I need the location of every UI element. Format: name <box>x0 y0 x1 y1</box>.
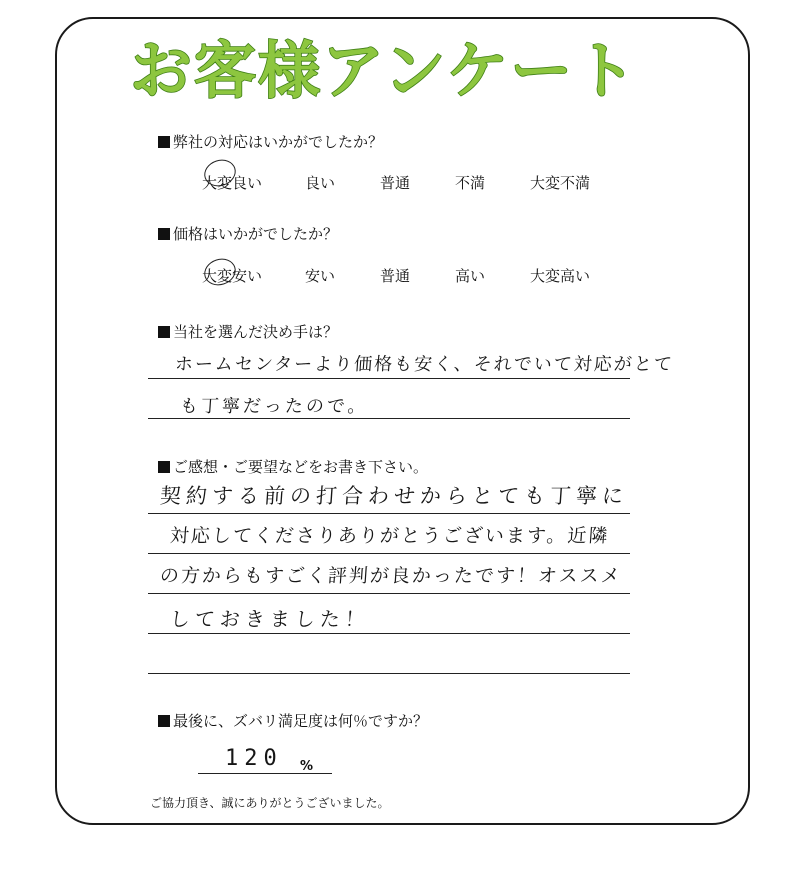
question-2-options <box>150 265 620 289</box>
q4-answer-line-4: しておきました！ <box>169 607 371 631</box>
square-bullet-icon <box>158 228 170 240</box>
question-5 <box>158 710 428 731</box>
q2-option-3[interactable]: 普通 <box>380 267 411 285</box>
q1-option-5[interactable]: 大変不満 <box>530 174 591 192</box>
q2-option-2[interactable]: 安い <box>305 267 336 285</box>
square-bullet-icon <box>158 461 170 473</box>
question-2-label: 価格はいかがでしたか？ <box>173 225 339 243</box>
q1-option-2[interactable]: 良い <box>305 174 336 192</box>
question-5-label: 最後に、ズバリ満足度は何％ですか？ <box>173 712 429 730</box>
question-3 <box>158 321 338 342</box>
q2-option-5[interactable]: 大変高い <box>530 267 591 285</box>
footer-thanks: ご協力頂き、誠にありがとうございました。 <box>150 796 390 810</box>
answer-rule <box>148 418 630 419</box>
question-1 <box>158 131 383 152</box>
question-4 <box>158 456 428 477</box>
answer-rule <box>148 593 630 594</box>
q4-answer-line-2: 対応してくださりありがとうございます。近隣 <box>169 525 611 547</box>
q3-answer-line-1: ホームセンターより価格も安く、それでいて対応がとて <box>174 354 675 375</box>
square-bullet-icon <box>158 136 170 148</box>
satisfaction-value: 120 <box>225 746 283 771</box>
survey-title <box>130 28 690 108</box>
survey-title-text: お客様アンケート <box>130 34 639 107</box>
q4-answer-line-3: の方からもすごく評判が良かったです！オススメ <box>159 565 623 587</box>
q1-option-4[interactable]: 不満 <box>455 174 486 192</box>
answer-rule <box>148 378 630 379</box>
square-bullet-icon <box>158 715 170 727</box>
answer-rule <box>148 633 630 634</box>
answer-rule <box>148 673 630 674</box>
q4-answer-line-1: 契約する前の打合わせからとても丁寧に <box>159 484 629 508</box>
q3-answer-line-2: も丁寧だったので。 <box>179 396 370 417</box>
answer-rule <box>198 773 332 774</box>
question-1-options <box>150 172 620 196</box>
question-3-label: 当社を選んだ決め手は？ <box>173 323 339 341</box>
question-2 <box>158 223 338 244</box>
answer-rule <box>148 513 630 514</box>
question-4-label: ご感想・ご要望などをお書き下さい。 <box>173 458 429 476</box>
percent-unit: % <box>300 759 314 774</box>
answer-rule <box>148 553 630 554</box>
q2-option-1[interactable]: 大変安い <box>202 267 263 285</box>
q1-option-1[interactable]: 大変良い <box>202 174 263 192</box>
square-bullet-icon <box>158 326 170 338</box>
q1-option-3[interactable]: 普通 <box>380 174 411 192</box>
question-1-label: 弊社の対応はいかがでしたか？ <box>173 133 384 151</box>
q2-option-4[interactable]: 高い <box>455 267 486 285</box>
